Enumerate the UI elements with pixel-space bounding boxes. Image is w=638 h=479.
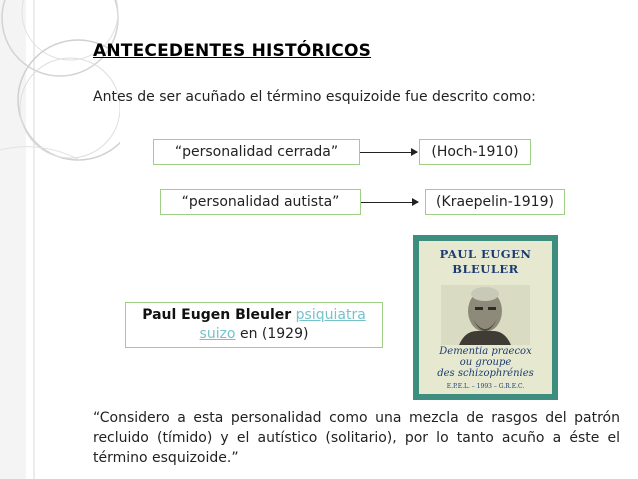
bleuler-quote: “Considero a esta personalidad como una mezcla de rasgos del patrón recluido (tímido) y el autístico (solitario), por lo tanto acuño a éste el término esquizoide.” [93, 410, 620, 466]
book-subtitle-line3: des schizophrénies [437, 368, 534, 379]
term-box-autista: “personalidad autista” [160, 189, 361, 215]
term-box-cerrada: “personalidad cerrada” [153, 139, 360, 165]
link-psiquiatra[interactable]: psiquiatra [295, 307, 366, 323]
book-subtitle [419, 346, 552, 379]
book-title-line1: PAUL EUGEN [439, 247, 532, 261]
portrait-image [441, 285, 530, 345]
bleuler-name: Paul Eugen Bleuler [142, 307, 292, 323]
intro-text: Antes de ser acuñado el término esquizoide fue descrito como: [93, 89, 536, 105]
arrow-right-icon [360, 152, 417, 153]
book-subtitle-line1: Dementia praecox [439, 346, 532, 357]
link-suizo[interactable]: suizo [199, 326, 236, 342]
book-title-line2: BLEULER [452, 262, 519, 276]
arrow-right-icon [361, 202, 418, 203]
bleuler-box [125, 302, 383, 348]
source-box-kraepelin: (Kraepelin-1919) [425, 189, 565, 215]
source-box-hoch: (Hoch-1910) [419, 139, 531, 165]
bleuler-year: en (1929) [235, 326, 309, 342]
book-subtitle-line2: ou groupe [459, 357, 512, 368]
book-cover-image [413, 235, 558, 400]
slide-title: ANTECEDENTES HISTÓRICOS [93, 41, 372, 61]
book-edition: E.P.E.L. – 1993 – G.R.E.C. [446, 383, 525, 390]
